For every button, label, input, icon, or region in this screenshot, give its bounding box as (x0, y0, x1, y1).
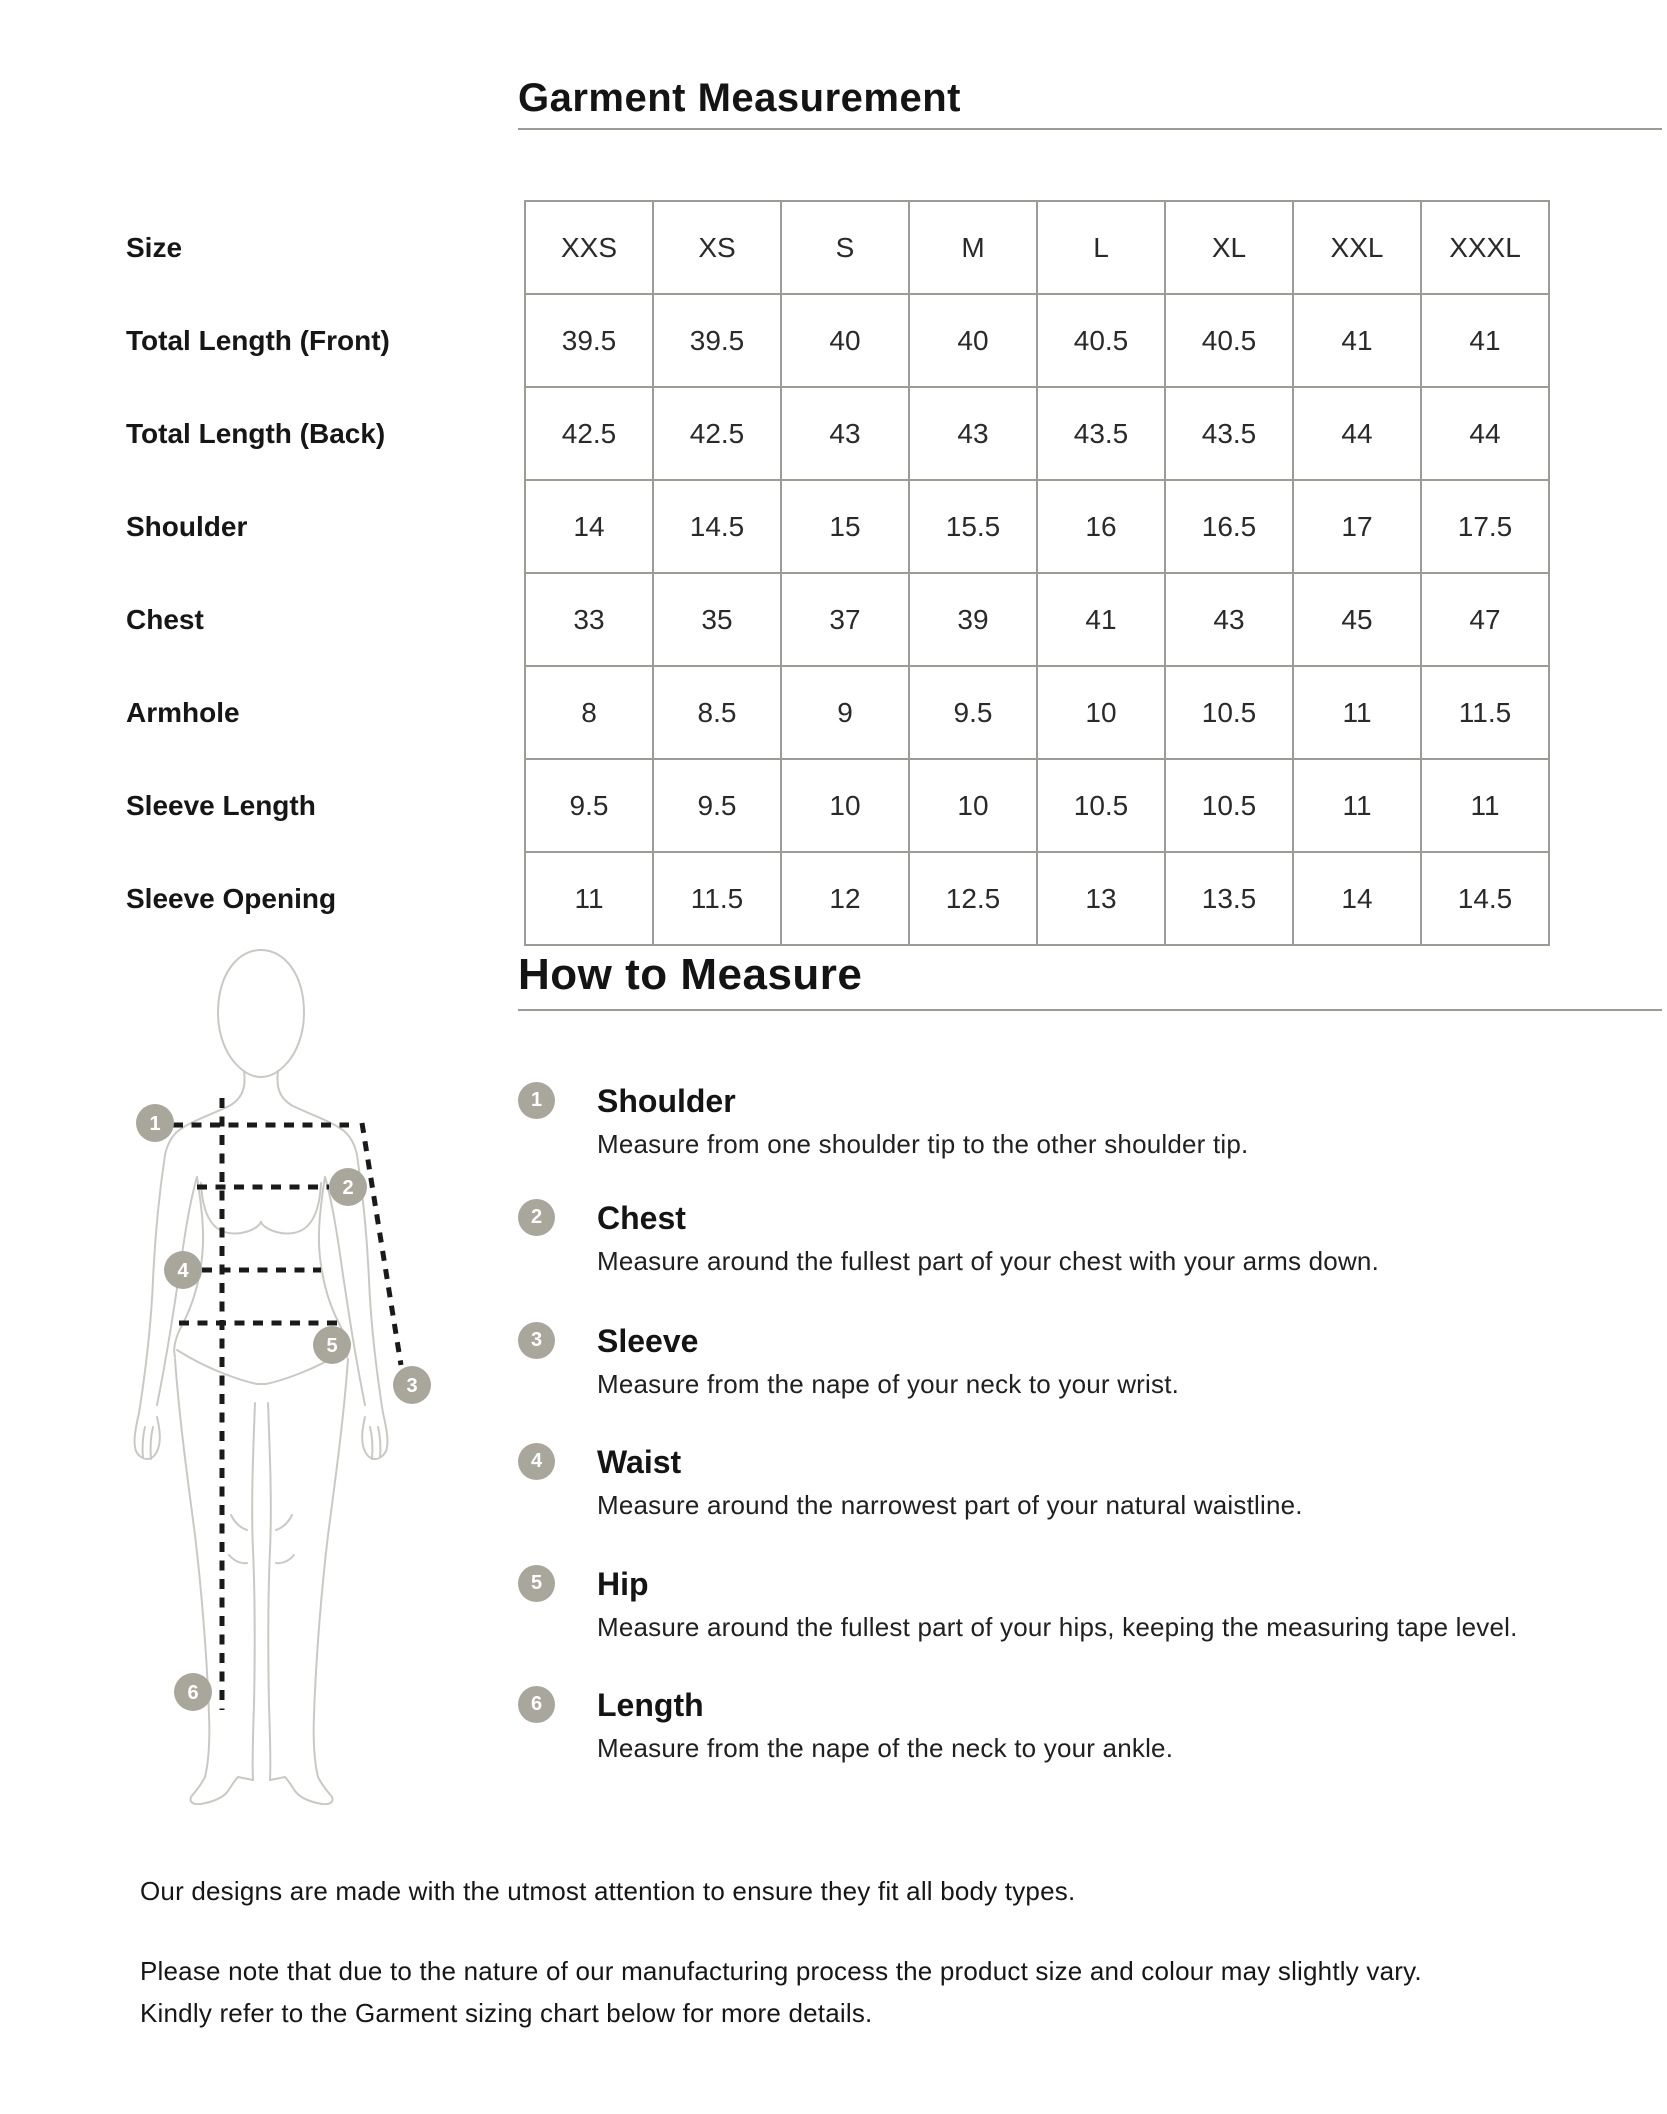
table-header-row (126, 201, 1549, 294)
size-value-cell: 15 (781, 480, 909, 573)
size-value-cell: 39 (909, 573, 1037, 666)
size-value-cell: 41 (1293, 294, 1421, 387)
table-row (126, 294, 1549, 387)
size-value-cell: 9 (781, 666, 909, 759)
size-value-cell: 14 (525, 480, 653, 573)
size-value-cell: 10.5 (1165, 666, 1293, 759)
step-description: Measure from one shoulder tip to the other shoulder tip. (597, 1129, 1249, 1159)
size-value-cell: 43 (781, 387, 909, 480)
size-value-cell: 15.5 (909, 480, 1037, 573)
size-value-cell: 17 (1293, 480, 1421, 573)
size-value-cell: 13 (1037, 852, 1165, 945)
table-row (126, 480, 1549, 573)
footer-note-variance: Please note that due to the nature of our manufacturing process the product size and colour may slightly vary. (140, 1956, 1422, 1986)
step-description: Measure around the fullest part of your hips, keeping the measuring tape level. (597, 1612, 1518, 1642)
step-number-badge: 6 (518, 1686, 555, 1723)
size-value-cell: 12.5 (909, 852, 1037, 945)
size-value-cell: 43 (909, 387, 1037, 480)
size-value-cell: 10 (909, 759, 1037, 852)
size-column-header: XS (653, 201, 781, 294)
step-description: Measure from the nape of your neck to your wrist. (597, 1369, 1180, 1399)
size-value-cell: 41 (1421, 294, 1549, 387)
size-value-cell: 37 (781, 573, 909, 666)
measure-step-sleeve (518, 1322, 1638, 1422)
step-number-badge: 4 (518, 1443, 555, 1480)
size-value-cell: 8.5 (653, 666, 781, 759)
size-value-cell: 9.5 (525, 759, 653, 852)
size-value-cell: 40.5 (1037, 294, 1165, 387)
garment-size-table (126, 200, 1550, 946)
row-label: Sleeve Length (126, 789, 316, 821)
size-column-header: M (909, 201, 1037, 294)
size-column-header: XXS (525, 201, 653, 294)
size-value-cell: 16 (1037, 480, 1165, 573)
size-value-cell: 33 (525, 573, 653, 666)
section-divider (518, 1009, 1662, 1011)
row-label: Chest (126, 603, 204, 635)
step-title: Length (597, 1687, 704, 1723)
step-title: Sleeve (597, 1323, 699, 1359)
step-title: Shoulder (597, 1083, 736, 1119)
marker-number-1: 1 (149, 1113, 161, 1135)
title-divider (518, 128, 1662, 130)
size-column-header: L (1037, 201, 1165, 294)
marker-number-3: 3 (406, 1375, 418, 1397)
size-value-cell: 11 (1421, 759, 1549, 852)
size-value-cell: 8 (525, 666, 653, 759)
size-value-cell: 40 (781, 294, 909, 387)
step-description: Measure around the narrowest part of your natural waistline. (597, 1490, 1303, 1520)
size-column-header: XXL (1293, 201, 1421, 294)
measure-step-hip (518, 1565, 1638, 1665)
size-value-cell: 11 (1293, 666, 1421, 759)
size-value-cell: 35 (653, 573, 781, 666)
size-value-cell: 16.5 (1165, 480, 1293, 573)
size-value-cell: 40.5 (1165, 294, 1293, 387)
marker-number-6: 6 (187, 1682, 199, 1704)
page-title: Garment Measurement (518, 76, 961, 120)
size-value-cell: 13.5 (1165, 852, 1293, 945)
marker-number-5: 5 (326, 1335, 338, 1357)
marker-number-4: 4 (177, 1260, 189, 1282)
size-value-cell: 14 (1293, 852, 1421, 945)
size-value-cell: 45 (1293, 573, 1421, 666)
measure-step-chest (518, 1199, 1638, 1299)
size-value-cell: 40 (909, 294, 1037, 387)
size-value-cell: 9.5 (909, 666, 1037, 759)
size-value-cell: 43.5 (1037, 387, 1165, 480)
how-to-measure-title: How to Measure (518, 950, 863, 999)
marker-number-2: 2 (342, 1177, 354, 1199)
table-row (126, 666, 1549, 759)
size-value-cell: 11.5 (1421, 666, 1549, 759)
size-value-cell: 17.5 (1421, 480, 1549, 573)
size-value-cell: 47 (1421, 573, 1549, 666)
table-row (126, 573, 1549, 666)
step-title: Hip (597, 1566, 649, 1602)
size-value-cell: 10.5 (1165, 759, 1293, 852)
size-value-cell: 9.5 (653, 759, 781, 852)
size-value-cell: 10 (1037, 666, 1165, 759)
size-value-cell: 10 (781, 759, 909, 852)
step-title: Chest (597, 1200, 686, 1236)
row-label: Sleeve Opening (126, 882, 337, 914)
size-value-cell: 44 (1421, 387, 1549, 480)
step-number-badge: 1 (518, 1082, 555, 1119)
table-row (126, 759, 1549, 852)
size-value-cell: 10.5 (1037, 759, 1165, 852)
row-label: Armhole (126, 696, 240, 728)
size-value-cell: 11 (1293, 759, 1421, 852)
size-value-cell: 43 (1165, 573, 1293, 666)
size-column-header: XL (1165, 201, 1293, 294)
footer-note-refer: Kindly refer to the Garment sizing chart below for more details. (140, 1998, 873, 2028)
measure-step-length (518, 1686, 1638, 1786)
measure-step-waist (518, 1443, 1638, 1543)
size-value-cell: 41 (1037, 573, 1165, 666)
size-value-cell: 42.5 (525, 387, 653, 480)
measurement-lines (173, 1098, 401, 1710)
female-silhouette (135, 950, 388, 1804)
row-label-size: Size (126, 231, 183, 263)
step-description: Measure from the nape of the neck to your ankle. (597, 1733, 1174, 1763)
step-number-badge: 2 (518, 1199, 555, 1236)
body-measurement-diagram (105, 935, 435, 1805)
size-value-cell: 14.5 (653, 480, 781, 573)
step-number-badge: 5 (518, 1565, 555, 1602)
size-value-cell: 42.5 (653, 387, 781, 480)
row-label: Total Length (Back) (126, 417, 386, 449)
footer-note-fit: Our designs are made with the utmost attention to ensure they fit all body types. (140, 1876, 1076, 1906)
row-label: Shoulder (126, 510, 248, 542)
step-description: Measure around the fullest part of your chest with your arms down. (597, 1246, 1380, 1276)
size-column-header: XXXL (1421, 201, 1549, 294)
measure-step-shoulder (518, 1082, 1638, 1182)
size-value-cell: 43.5 (1165, 387, 1293, 480)
size-value-cell: 39.5 (653, 294, 781, 387)
step-number-badge: 3 (518, 1322, 555, 1359)
size-value-cell: 11 (525, 852, 653, 945)
size-value-cell: 39.5 (525, 294, 653, 387)
size-value-cell: 14.5 (1421, 852, 1549, 945)
size-value-cell: 44 (1293, 387, 1421, 480)
table-row (126, 387, 1549, 480)
size-column-header: S (781, 201, 909, 294)
row-label: Total Length (Front) (126, 324, 390, 356)
step-title: Waist (597, 1444, 682, 1480)
size-value-cell: 11.5 (653, 852, 781, 945)
table-row (126, 852, 1549, 945)
size-value-cell: 12 (781, 852, 909, 945)
